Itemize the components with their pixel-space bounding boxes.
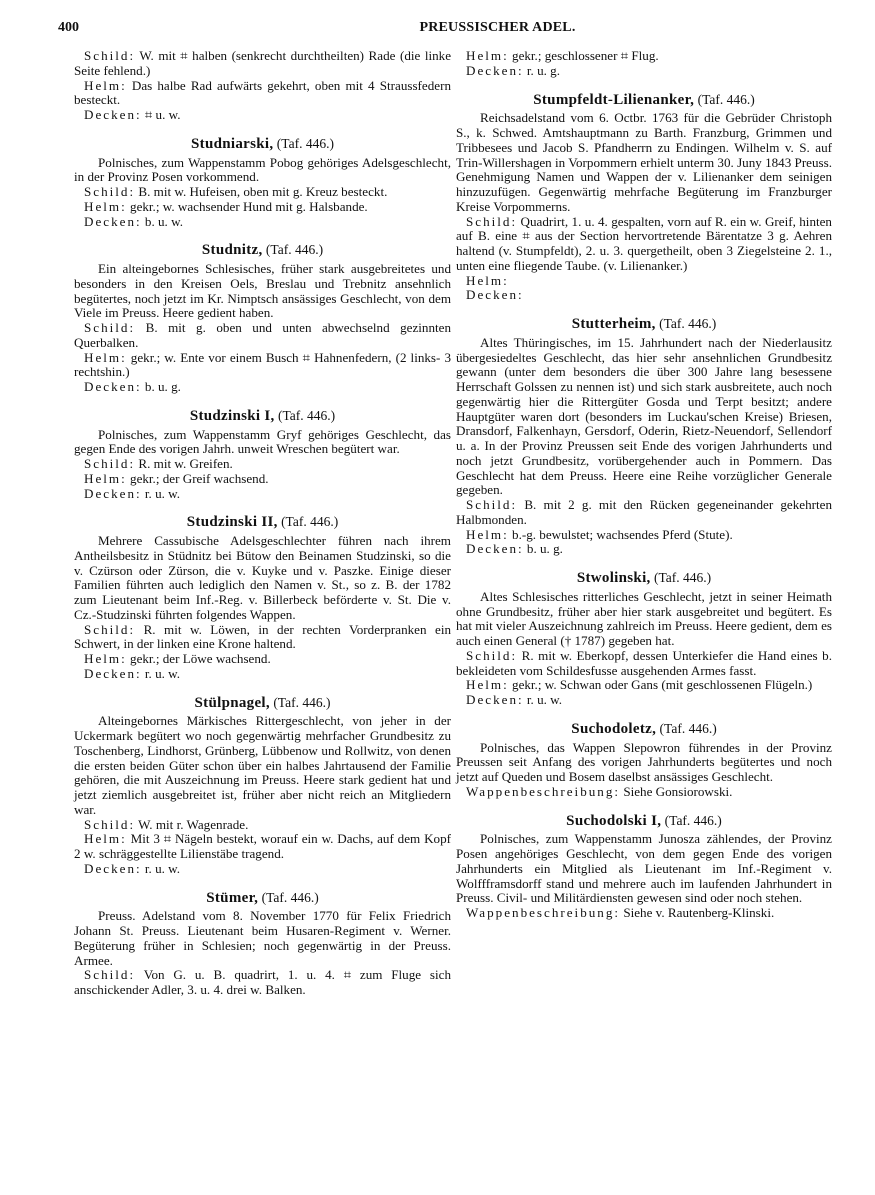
field-text: Das halbe Rad aufwärts gekehrt, oben mit 4 Straussfedern besteckt. — [74, 77, 451, 108]
field-text: gekr.; geschlossener ⌗ Flug. — [512, 48, 659, 63]
blazon-field — [74, 108, 451, 123]
blazon-field — [74, 457, 451, 472]
field-label: Schild: — [84, 621, 136, 637]
field-label: Helm: — [84, 77, 127, 93]
field-label: Schild: — [84, 48, 136, 63]
entry-name: Stülpnagel, — [194, 694, 270, 711]
entry-description — [456, 832, 832, 906]
blazon-field — [74, 652, 451, 667]
blazon-field — [456, 274, 832, 289]
plate-reference: (Taf. 446.) — [281, 514, 339, 530]
entry-description — [456, 590, 832, 649]
blazon-field — [456, 785, 832, 800]
blazon-field — [74, 351, 451, 381]
field-label: Decken: — [466, 62, 524, 78]
entry-section — [456, 814, 832, 921]
entry-heading — [74, 515, 451, 530]
entry-section — [74, 49, 451, 123]
field-label: Decken: — [466, 541, 524, 557]
entry-heading — [74, 696, 451, 711]
blazon-field — [456, 649, 832, 679]
field-text: r. u. w. — [144, 665, 181, 681]
field-text: Polnisches, zum Wappenstamm Junosza zählendes, der Provinz Posen angehöriges Geschlecht, von dem gegen Ende des vorigen Jahrhunderts ein Mitglied als Lieutenant im Inf.-Regiment v. Wolffframsdorff stand und mehrere auch im laufenden Jahrhundert in Preuss. Civil- und Militärdiensten gewesen sind oder noch stehen. — [456, 831, 832, 906]
field-text: b. u. g. — [526, 541, 563, 557]
field-text: ⌗ u. w. — [144, 107, 181, 122]
field-label: Helm: — [466, 526, 509, 542]
entry-heading — [456, 93, 832, 108]
blazon-field — [74, 185, 451, 200]
entry-heading — [74, 409, 451, 424]
field-text: b. u. g. — [144, 379, 181, 394]
field-text: Quadrirt, 1. u. 4. gespalten, vorn auf R. ein w. Greif, hinten auf B. eine ⌗ aus der Section hervortretende Bärentatze 3 g. Aehren haltend (v. Stumpfeldt), 2. u. 3. quergetheilt, oben 3 Ziegelsteine 2. 1., unten eine fliegende Taube. (v. Lilienanker.) — [456, 213, 832, 273]
blazon-field — [74, 818, 451, 833]
field-text: gekr.; w. Schwan oder Gans (mit geschlossenen Flügeln.) — [512, 677, 813, 693]
column-left — [74, 49, 451, 998]
plate-reference: (Taf. 446.) — [276, 135, 334, 151]
entry-section — [456, 49, 832, 79]
blazon-field — [456, 906, 832, 921]
field-label: Schild: — [84, 456, 136, 471]
field-text: b. u. w. — [144, 213, 183, 229]
entry-name: Stumpfeldt-Lilienanker, — [533, 91, 695, 108]
blazon-field — [456, 215, 832, 274]
entry-section — [456, 317, 832, 557]
entry-section — [74, 696, 451, 877]
field-label: Decken: — [84, 665, 142, 681]
blazon-field — [74, 862, 451, 877]
field-label: Schild: — [466, 497, 518, 512]
field-text: B. mit g. oben und unten abwechselnd gezinnten Querbalken. — [74, 320, 452, 350]
field-label: Decken: — [84, 379, 142, 394]
entry-name: Suchodolski I, — [566, 812, 662, 829]
blazon-field — [456, 678, 832, 693]
field-text: W. mit ⌗ halben (senkrecht durchtheilten) Rade (die linke Seite fehlend.) — [74, 48, 452, 78]
blazon-field — [456, 64, 832, 79]
entry-name: Studzinski II, — [186, 514, 278, 531]
field-label: Helm: — [84, 651, 127, 666]
blazon-field — [456, 693, 832, 708]
plate-reference: (Taf. 446.) — [277, 407, 336, 423]
entry-description — [456, 741, 832, 785]
field-label: Decken: — [84, 213, 142, 229]
field-text: Polnisches, zum Wappenstamm Gryf gehöriges Geschlecht, das gegen Ende des vorigen Jahrh. unweit Wreschen begütert war. — [74, 426, 451, 457]
entry-name: Stutterheim, — [571, 316, 656, 332]
entry-section — [74, 137, 451, 230]
blazon-field — [456, 288, 832, 303]
entry-heading — [74, 243, 451, 258]
field-text: gekr.; der Greif wachsend. — [130, 470, 269, 486]
field-label: Schild: — [84, 184, 136, 199]
page-number: 400 — [58, 20, 79, 35]
field-label: Helm: — [84, 349, 127, 365]
plate-reference: (Taf. 446.) — [659, 720, 717, 736]
entry-name: Studnitz, — [201, 242, 263, 259]
entry-section — [74, 409, 451, 502]
field-text: R. mit w. Löwen, in der rechten Vorderpranken ein Schwert, in der linken eine Krone haltend. — [74, 621, 451, 652]
plate-reference: (Taf. 446.) — [697, 91, 755, 107]
entry-name: Stümer, — [206, 889, 259, 906]
entry-description — [456, 111, 832, 214]
entry-description — [74, 156, 451, 186]
field-label: Schild: — [466, 647, 518, 663]
plate-reference: (Taf. 446.) — [664, 812, 722, 828]
field-text: gekr.; w. Ente vor einem Busch ⌗ Hahnenfedern, (2 links- 3 rechtshin.) — [74, 349, 451, 380]
field-text: Ein alteingebornes Schlesisches, früher stark ausgebreitetes und besonders in den Kreisen Oels, Breslau und Trebnitz ansehnlich begütertes, noch jetzt im Kr. Nimptsch ansässiges Geschlecht, von dem Viele im Preuss. Heere gedient haben. — [74, 261, 451, 321]
field-label: Wappenbeschreibung: — [466, 905, 621, 920]
blazon-field — [74, 79, 451, 109]
field-text: r. u. w. — [144, 860, 181, 876]
entry-name: Studzinski I, — [189, 407, 275, 424]
plate-reference: (Taf. 446.) — [653, 570, 712, 585]
blazon-field — [74, 380, 451, 395]
field-text: B. mit w. Hufeisen, oben mit g. Kreuz besteckt. — [138, 184, 388, 199]
field-label: Helm: — [84, 831, 127, 847]
field-text: R. mit w. Eberkopf, dessen Unterkiefer die Hand eines b. bekleideten vom Schildesfusse ausgehenden Armes fasst. — [456, 647, 832, 678]
field-text: Polnisches, das Wappen Slepowron führendes in der Provinz Preussen seit Anfang des vorigen Jahrhunderts begütertes und noch jetzt auf Queden und Bosem daselbst ansässiges Geschlecht. — [456, 739, 832, 784]
blazon-field — [456, 528, 832, 543]
blazon-field — [74, 200, 451, 215]
blazon-field — [74, 487, 451, 502]
plate-reference: (Taf. 446.) — [273, 694, 331, 710]
entry-name: Suchodoletz, — [571, 720, 657, 737]
entry-description — [74, 262, 451, 321]
field-text: Alteingebornes Märkisches Rittergeschlecht, von jeher in der Uckermark begütert wo noch gegenwärtig mehrfacher Grundbesitz zu Toschenberg, Lindhorst, Grünberg, Lübbenow und Rollwitz, von denen die ersten beiden Güter schon über ein halbes Jahrtausend der Familie gehören, die mit Auszeichnung im Preuss. Heere stark gedient hat und jetzt ziemlich ausgebreitet ist, früher aber nicht reich an Mitgliedern war. — [74, 713, 451, 817]
field-text: Altes Thüringisches, im 15. Jahrhundert nach der Niederlausitz übergesiedeltes Geschlecht, das hier sehr ansehnlichen Grundbesitz gewann (unter dem besonders die über 300 Jahre lang besessene Herrschaft Golssen zu nennen ist) und sich stark ausbreitete, auch noch gegenwärtig hier die Rittergüter Gosda und Terpt besitzt; andere Hauptgüter waren dort (besonders im Luckau'schen Kreise) Briesen, Dransdorf, Falkenhayn, Gersdorf, Oderin, Rietz-Neuendorf, Sellendorf u. a. In der Provinz Preussen seit Ende des vorigen Jahrhunderts und noch jetzt Grundbesitz, vorübergehender auch in Pommern. Das Geschlecht hat dem Preuss. Heere eine Reihe vorzüglicher Generale gegeben. — [456, 334, 832, 498]
field-text: Preuss. Adelstand vom 8. November 1770 für Felix Friedrich Johann St. Preuss. Lieutenant beim Husaren-Regiment v. Werner. Begüterung früher in Schlesien; noch gegenwärtig in der Preuss. Armee. — [74, 908, 451, 968]
blazon-field — [456, 49, 832, 64]
field-text: r. u. w. — [144, 485, 181, 501]
blazon-field — [74, 832, 451, 862]
blazon-field — [74, 472, 451, 487]
field-label: Helm: — [466, 272, 509, 288]
field-text: R. mit w. Greifen. — [138, 456, 233, 471]
entry-description — [74, 428, 451, 458]
plate-reference: (Taf. 446.) — [659, 316, 717, 331]
entry-section — [456, 571, 832, 708]
entry-heading — [456, 571, 832, 586]
entry-section — [74, 243, 451, 395]
entry-description — [456, 336, 832, 498]
field-text: r. u. g. — [526, 62, 561, 78]
field-text: Altes Schlesisches ritterliches Geschlecht, jetzt in seiner Heimath ohne Grundbesitz, früher aber hier stark ausgebreitet und begütert. Es hat mit vieler Auszeichnung zahlreich im Preuss. Heere gedient, dem es auch einen General († 1787) gegeben hat. — [456, 588, 832, 648]
entry-section — [74, 891, 451, 998]
plate-reference: (Taf. 446.) — [261, 889, 319, 905]
blazon-field — [74, 321, 451, 351]
entry-description — [74, 714, 451, 817]
entry-description — [74, 534, 451, 623]
blazon-field — [74, 623, 451, 653]
entry-name: Stwolinski, — [576, 570, 651, 586]
blazon-field — [74, 968, 451, 998]
field-label: Schild: — [84, 320, 136, 335]
entry-heading — [456, 317, 832, 332]
field-label: Schild: — [84, 967, 136, 983]
field-label: Schild: — [84, 816, 136, 832]
plate-reference: (Taf. 446.) — [265, 242, 324, 258]
entry-description — [74, 909, 451, 968]
entry-name: Studniarski, — [191, 135, 274, 152]
field-label: Schild: — [466, 213, 518, 229]
field-label: Wappenbeschreibung: — [466, 783, 621, 799]
field-text: r. u. w. — [526, 692, 563, 707]
field-label: Helm: — [466, 48, 509, 63]
field-text: gekr.; der Löwe wachsend. — [130, 651, 271, 666]
field-text: gekr.; w. wachsender Hund mit g. Halsbande. — [130, 198, 368, 214]
entry-section — [456, 722, 832, 800]
field-text: b.-g. bewulstet; wachsendes Pferd (Stute). — [512, 526, 733, 542]
field-label: Helm: — [84, 198, 127, 214]
entry-heading — [456, 814, 832, 829]
blazon-field — [456, 498, 832, 528]
field-label: Decken: — [84, 485, 142, 501]
field-text: B. mit 2 g. mit den Rücken gegeneinander gekehrten Halbmonden. — [456, 497, 833, 527]
field-label: Helm: — [466, 677, 509, 693]
field-label: Decken: — [84, 107, 142, 122]
blazon-field — [74, 667, 451, 682]
blazon-field — [456, 542, 832, 557]
entry-heading — [74, 891, 451, 906]
field-label: Helm: — [84, 470, 127, 486]
field-text: Siehe Gonsiorowski. — [623, 783, 733, 799]
blazon-field — [74, 49, 451, 79]
column-right — [456, 49, 832, 921]
field-label: Decken: — [466, 692, 524, 707]
running-title: PREUSSISCHER ADEL. — [419, 20, 576, 35]
field-label: Decken: — [84, 860, 142, 876]
field-text: Von G. u. B. quadrirt, 1. u. 4. ⌗ zum Fluge sich anschickender Adler, 3. u. 4. drei w. Balken. — [74, 967, 451, 997]
entry-section — [74, 515, 451, 681]
field-text: Reichsadelstand vom 6. Octbr. 1763 für die Gebrüder Christoph S., k. Schwed. Amtshauptmann zu Barth. Franzburg, Grimmen und Tribbesees und Jacob S. Pfandherrn zu Endingen. Wilhelm v. S. auf Trin-Willershagen in Vorpommern erhielt unterm 30. Juny 1843 Preuss. Genehmigung Namen und Wappen der v. Lilienanker dem seinigen hinzuzufügen. Gegenwärtig mehrfache Begüterung im Franzburger Kreise Vorpommerns. — [456, 110, 833, 214]
entry-heading — [74, 137, 451, 152]
entry-section — [456, 93, 832, 304]
field-text: Siehe v. Rautenberg-Klinski. — [623, 905, 775, 920]
field-text: W. mit r. Wagenrade. — [138, 816, 249, 832]
blazon-field — [74, 215, 451, 230]
field-text: Mehrere Cassubische Adelsgeschlechter führen nach ihrem Antheilsbesitz in Stüdnitz bei Bütow den Beinamen Studzinski, so die v. Czürson oder Zürson, die v. Kuyke und v. Paszke. Einige dieser Familien führten auch lediglich den Namen v. St., so z. B. der 1782 zum Lieutenant beim Inf.-Reg. v. Billerbeck beförderte v. St. Die v. Cz.-Studzinski führten folgendes Wappen. — [74, 533, 451, 622]
field-text: Polnisches, zum Wappenstamm Pobog gehöriges Adelsgeschlecht, in der Provinz Posen vorkommend. — [74, 154, 451, 185]
field-label: Decken: — [466, 287, 524, 303]
entry-heading — [456, 722, 832, 737]
field-text: Mit 3 ⌗ Nägeln bestekt, worauf ein w. Dachs, auf dem Kopf 2 w. schräggestellte Lilienstäbe tragend. — [74, 831, 451, 861]
